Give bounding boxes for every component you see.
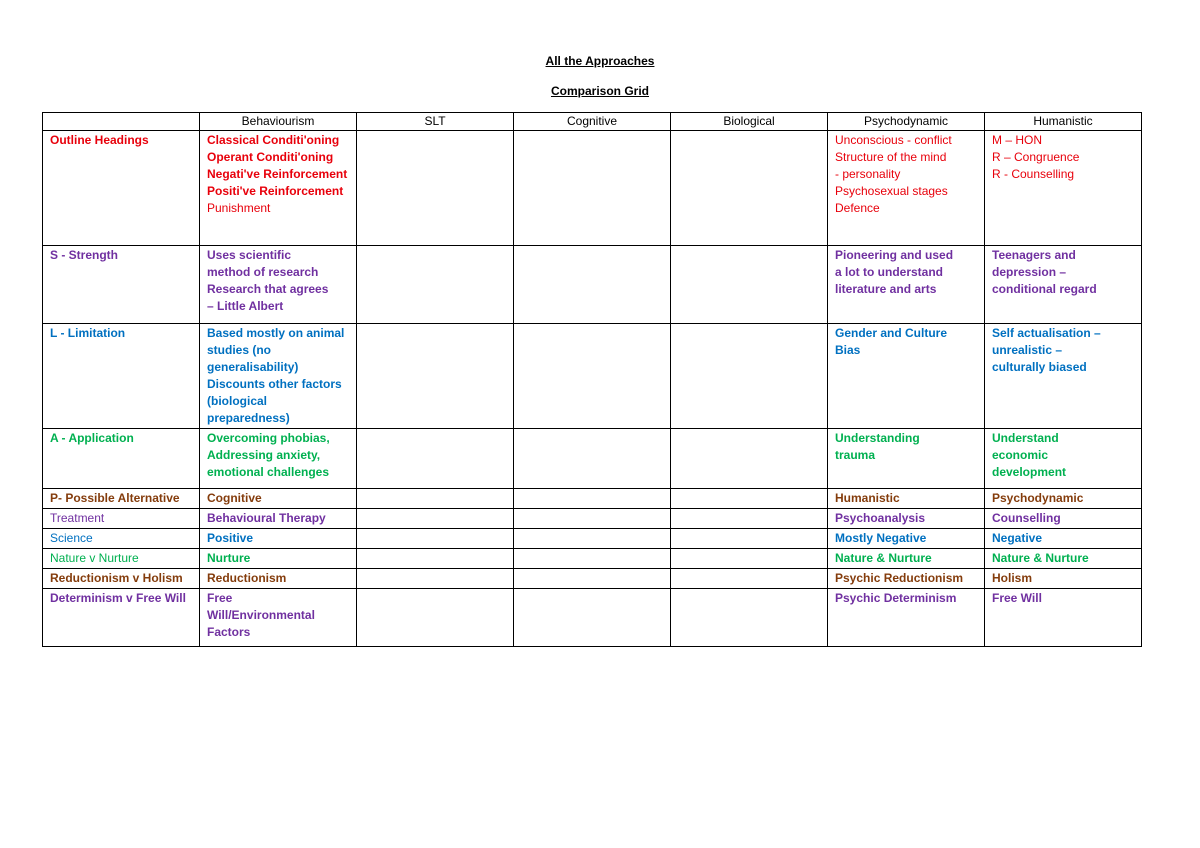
row-heading-label: Outline Headings: [50, 133, 149, 147]
cell-line: development: [992, 465, 1067, 479]
row-heading-determinism-v-free-will: [43, 589, 200, 647]
cell-cognitive: [514, 131, 671, 246]
cell-line: Reductionism: [207, 571, 287, 585]
page-title: All the Approaches: [545, 54, 655, 68]
cell-line: conditional regard: [992, 282, 1097, 296]
cell-line: Pioneering and used: [835, 248, 954, 262]
cell-line: Teenagers and: [992, 248, 1076, 262]
cell-psychodynamic: [828, 509, 985, 529]
cell-cognitive: [514, 529, 671, 549]
row-heading-label: P- Possible Alternative: [50, 491, 180, 505]
cell-psychodynamic: [828, 589, 985, 647]
cell-line: a lot to understand: [835, 265, 943, 279]
table-row: [43, 569, 1142, 589]
cell-line: Research that agrees: [207, 282, 329, 296]
cell-behaviourism: [200, 429, 357, 489]
cell-line: R – Congruence: [992, 150, 1080, 164]
cell-line: culturally biased: [992, 360, 1087, 374]
cell-line: economic: [992, 448, 1049, 462]
row-heading-label: Determinism v Free Will: [50, 591, 186, 605]
cell-line: Unconscious - conflict: [835, 133, 952, 147]
cell-cognitive: [514, 509, 671, 529]
cell-slt: [357, 549, 514, 569]
cell-slt: [357, 529, 514, 549]
cell-line: - personality: [835, 167, 901, 181]
header-cell-corner: [43, 113, 200, 131]
table-row: [43, 529, 1142, 549]
cell-line: Understand: [992, 431, 1059, 445]
cell-line: – Little Albert: [207, 299, 284, 313]
row-heading-label: L - Limitation: [50, 326, 126, 340]
cell-humanistic: [985, 509, 1142, 529]
cell-line: Classical Conditi'oning: [207, 133, 340, 147]
row-heading-label: A - Application: [50, 431, 134, 445]
cell-slt: [357, 246, 514, 324]
table-row: [43, 324, 1142, 429]
cell-line: Behavioural Therapy: [207, 511, 326, 525]
row-heading-reductionism-v-holism: [43, 569, 200, 589]
cell-psychodynamic: [828, 131, 985, 246]
cell-line: Punishment: [207, 201, 271, 215]
table-row: [43, 131, 1142, 246]
header-cell-humanistic: Humanistic: [985, 113, 1142, 131]
cell-line: Gender and Culture: [835, 326, 948, 340]
cell-psychodynamic: [828, 489, 985, 509]
cell-humanistic: [985, 569, 1142, 589]
header-cell-behaviourism: Behaviourism: [200, 113, 357, 131]
table-row: [43, 246, 1142, 324]
cell-behaviourism: [200, 569, 357, 589]
cell-line: Discounts other factors: [207, 377, 342, 391]
cell-humanistic: [985, 324, 1142, 429]
cell-biological: [671, 246, 828, 324]
row-heading-application: [43, 429, 200, 489]
header-cell-slt: SLT: [357, 113, 514, 131]
cell-line: Based mostly on animal: [207, 326, 345, 340]
cell-humanistic: [985, 246, 1142, 324]
row-heading-label: S - Strength: [50, 248, 118, 262]
cell-humanistic: [985, 429, 1142, 489]
cell-line: Operant Conditi'oning: [207, 150, 334, 164]
table-row: [43, 589, 1142, 647]
cell-behaviourism: [200, 131, 357, 246]
cell-slt: [357, 429, 514, 489]
cell-humanistic: [985, 131, 1142, 246]
cell-humanistic: [985, 549, 1142, 569]
cell-line: emotional challenges: [207, 465, 330, 479]
row-heading-label: Reductionism v Holism: [50, 571, 183, 585]
table-row: [43, 489, 1142, 509]
row-heading-limitation: [43, 324, 200, 429]
cell-line: Holism: [992, 571, 1033, 585]
cell-line: Positive: [207, 531, 254, 545]
cell-psychodynamic: [828, 324, 985, 429]
cell-line: Psychic Reductionism: [835, 571, 964, 585]
cell-cognitive: [514, 489, 671, 509]
cell-psychodynamic: [828, 246, 985, 324]
cell-line: Structure of the mind: [835, 150, 947, 164]
cell-psychodynamic: [828, 569, 985, 589]
table-row: [43, 509, 1142, 529]
cell-line: Overcoming phobias,: [207, 431, 330, 445]
cell-line: studies (no: [207, 343, 272, 357]
cell-line: Factors: [207, 625, 251, 639]
page-subtitle: Comparison Grid: [550, 84, 649, 98]
row-heading-label: Nature v Nurture: [50, 551, 139, 565]
cell-cognitive: [514, 429, 671, 489]
cell-line: R - Counselling: [992, 167, 1075, 181]
cell-line: unrealistic –: [992, 343, 1063, 357]
cell-line: Positi've Reinforcement: [207, 184, 344, 198]
row-heading-strength: [43, 246, 200, 324]
cell-line: Nature & Nurture: [835, 551, 932, 565]
cell-slt: [357, 489, 514, 509]
cell-line: Psychic Determinism: [835, 591, 957, 605]
cell-cognitive: [514, 549, 671, 569]
cell-slt: [357, 324, 514, 429]
cell-humanistic: [985, 589, 1142, 647]
cell-behaviourism: [200, 324, 357, 429]
cell-behaviourism: [200, 529, 357, 549]
row-heading-treatment: [43, 509, 200, 529]
row-heading-outline: [43, 131, 200, 246]
cell-line: Self actualisation –: [992, 326, 1101, 340]
header-row: [43, 113, 1142, 131]
cell-line: Bias: [835, 343, 861, 357]
cell-line: trauma: [835, 448, 876, 462]
cell-line: Humanistic: [835, 491, 900, 505]
row-heading-possible-alternative: [43, 489, 200, 509]
cell-psychodynamic: [828, 529, 985, 549]
cell-humanistic: [985, 529, 1142, 549]
cell-behaviourism: [200, 549, 357, 569]
cell-line: Mostly Negative: [835, 531, 927, 545]
header-cell-biological: Biological: [671, 113, 828, 131]
cell-biological: [671, 324, 828, 429]
cell-line: Cognitive: [207, 491, 262, 505]
cell-line: Defence: [835, 201, 880, 215]
row-heading-nature-v-nurture: [43, 549, 200, 569]
cell-psychodynamic: [828, 429, 985, 489]
cell-line: Uses scientific: [207, 248, 292, 262]
cell-cognitive: [514, 324, 671, 429]
cell-cognitive: [514, 589, 671, 647]
header-cell-psychodynamic: Psychodynamic: [828, 113, 985, 131]
cell-line: method of research: [207, 265, 319, 279]
cell-line: Psychoanalysis: [835, 511, 926, 525]
cell-biological: [671, 589, 828, 647]
cell-slt: [357, 569, 514, 589]
row-heading-label: Treatment: [50, 511, 105, 525]
cell-line: generalisability): [207, 360, 299, 374]
cell-line: M – HON: [992, 133, 1043, 147]
cell-humanistic: [985, 489, 1142, 509]
comparison-grid: [42, 112, 1142, 647]
cell-cognitive: [514, 246, 671, 324]
cell-line: Free Will: [992, 591, 1042, 605]
table-row: [43, 429, 1142, 489]
cell-line: Will/Environmental: [207, 608, 315, 622]
cell-slt: [357, 589, 514, 647]
cell-line: (biological: [207, 394, 267, 408]
table-row: [43, 549, 1142, 569]
cell-behaviourism: [200, 246, 357, 324]
cell-line: Counselling: [992, 511, 1061, 525]
cell-line: Negati've Reinforcement: [207, 167, 348, 181]
cell-line: Understanding: [835, 431, 920, 445]
row-heading-science: [43, 529, 200, 549]
cell-line: Psychodynamic: [992, 491, 1084, 505]
cell-behaviourism: [200, 589, 357, 647]
header-cell-cognitive: Cognitive: [514, 113, 671, 131]
cell-line: literature and arts: [835, 282, 937, 296]
cell-biological: [671, 549, 828, 569]
row-heading-label: Science: [50, 531, 93, 545]
cell-psychodynamic: [828, 549, 985, 569]
cell-line: Nature & Nurture: [992, 551, 1089, 565]
cell-cognitive: [514, 569, 671, 589]
cell-biological: [671, 489, 828, 509]
cell-line: Negative: [992, 531, 1043, 545]
cell-biological: [671, 429, 828, 489]
cell-line: Nurture: [207, 551, 251, 565]
cell-biological: [671, 569, 828, 589]
cell-behaviourism: [200, 509, 357, 529]
cell-line: Psychosexual stages: [835, 184, 948, 198]
cell-slt: [357, 131, 514, 246]
cell-line: preparedness): [207, 411, 290, 425]
cell-slt: [357, 509, 514, 529]
cell-line: Addressing anxiety,: [207, 448, 321, 462]
cell-biological: [671, 529, 828, 549]
cell-line: depression –: [992, 265, 1067, 279]
cell-biological: [671, 509, 828, 529]
cell-behaviourism: [200, 489, 357, 509]
cell-line: Free: [207, 591, 233, 605]
cell-biological: [671, 131, 828, 246]
